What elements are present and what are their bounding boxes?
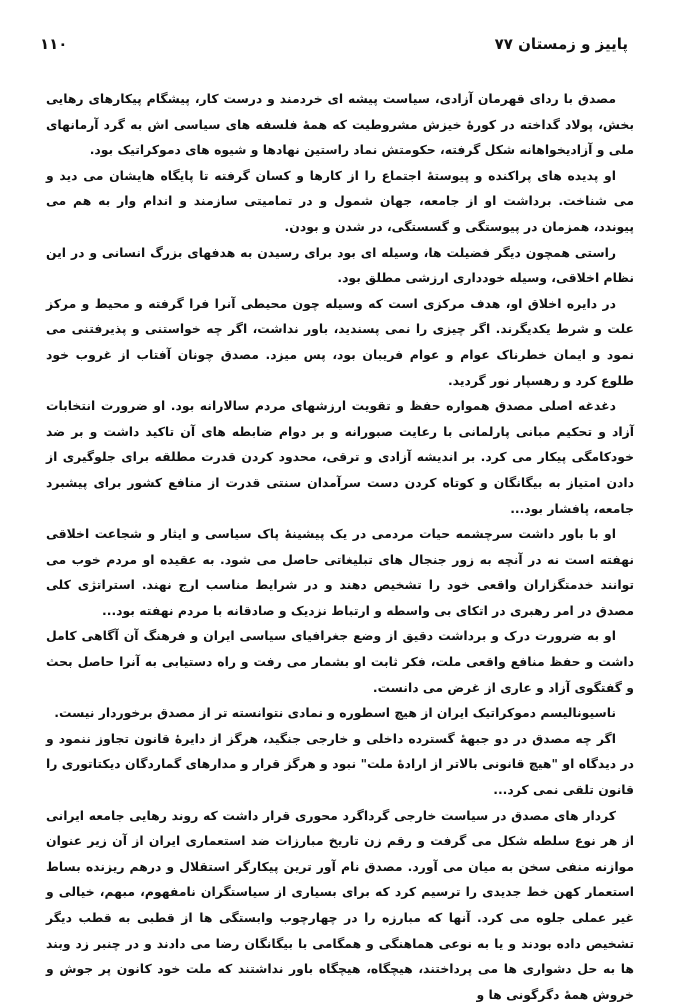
paragraph: ناسیونالیسم دموکراتیک ایران از هیچ اسطوره و نمادی نتوانسته تر از مصدق برخوردار نیست. [54,705,616,721]
paragraph: او به ضرورت درک و برداشت دقیق از وضع جغرافیای سیاسی ایران و فرهنگ آن آگاهی کامل داشت و حفظ منافع واقعی ملت، فکر ثابت او بشمار می رفت و راه دستیابی به آنرا حاصل بحث و گفتگوی آزاد و عاری از غرض می دانست. [46,628,634,695]
paragraph: دغدغه اصلی مصدق همواره حفظ و تقویت ارزشهای مردم سالارانه بود. او ضرورت انتخابات آزاد و تحکیم مبانی پارلمانی با رعایت صبورانه و بر دوام ضابطه های آن تاکید داشت و بر ضد خودکامگی پیکار می کرد. بر اندیشه آزادی و ترقی، محدود کردن قدرت مطلقه برای جلوگیری از دادن امتیاز به بیگانگان و کوتاه کردن دست سرآمدان سنتی قدرت از منافع کشور برای پیشبرد جامعه، پافشار بود... [46,398,634,516]
paragraph: در دایره اخلاق او، هدف مرکزی است که وسیله چون محیطی آنرا فرا گرفته و محیط و مرکز علت و شرط یکدیگرند. اگر چیزی را نمی پسندید، باور نداشت، اگر چه خواستنی و پذیرفتنی می نمود و ایمان خطرناک عوام و عوام فریبان بود، پس میزد. مصدق چونان آفتاب از غروب خود طلوع کرد و رهسپار نور گردید. [46,295,634,388]
paragraph: راستی همچون دیگر فضیلت ها، وسیله ای بود برای رسیدن به هدفهای بزرگ انسانی و در این نظام اخلاقی، وسیله خودداری ارزشی مطلق بود. [46,244,634,286]
paragraph: او پدیده های پراکنده و پیوستهٔ اجتماع را از کارها و کسان گرفته تا پایگاه هایشان می دید و می شناخت. برداشت او از جامعه، جهان شمول و در تمامیتی سازمند و اندام وار به هم می پیوندد، همزمان در پیوستگی و گسستگی، در شدن و بودن. [46,167,634,234]
paragraph: اگر چه مصدق در دو جبههٔ گسترده داخلی و خارجی جنگید، هرگز از دایرهٔ قانون تجاوز ننمود و در دیدگاه او "هیچ قانونی بالاتر از ارادهٔ ملت" نبود و هرگز قرار و مدارهای گماردگان دیکتاتوری را قانون تلقی نمی کرد... [46,730,634,798]
paragraph: او با باور داشت سرچشمه حیات مردمی در یک پیشینهٔ پاک سیاسی و ایثار و شجاعت اخلاقی نهفته است نه در آنچه به زور جنجال های تبلیغاتی حاصل می شود. به عقیده او مردم خوب می توانند خدمتگزاران واقعی خود را تشخیص دهند و در شرایط مناسب ارج نهند. استراتژی کلی مصدق در امر رهبری در اتکای بی واسطه و ارتباط نزدیک و صادقانه با مردم نهفته بود... [46,526,634,618]
book-title: پاییز و زمستان ۷۷ [494,35,628,53]
body-text [46,86,634,1007]
page-number: ۱۱۰ [40,35,68,53]
paragraph: مصدق با ردای قهرمان آزادی، سیاست پیشه ای خردمند و درست کار، پیشگام پیکارهای رهایی بخش، پولاد گداخته در کورهٔ خیزش مشروطیت که همهٔ فلسفه های سیاسی اش به گرد آرمانهای ملی و آزادیخواهانه شکل گرفته، حکومتش نماد راستین نهادها و شیوه های دموکراتیک بود. [46,91,634,158]
paragraph: کردار های مصدق در سیاست خارجی گرداگرد محوری قرار داشت که روند رهایی جامعه ایرانی از هر نوع سلطه شکل می گرفت و رقم زن تاریخ مبارزات ضد استعماری ایران از آن زیر عنوان موازنه منفی سخن به میان می آورد. مصدق نام آور ترین پیکارگر استقلال و درهم ریزنده بساط استعمار کهن خط جدیدی را ترسیم کرد که برای بسیاری از سیاستگران نامفهوم، مبهم، خیالی و غیر عملی جلوه می کرد. آنها که مبارزه را در چهارچوب وابستگی ها از قطبی به قطب دیگر تشخیص داده بودند و یا به نوعی هماهنگی و همگامی با بیگانگان رضا می دادند و در چنبر زد وبند ها به حل دشواری ها می پرداختند، هیچگاه، هیچگاه باور نداشتند که ملت خود کانون پر جوش و خروش همهٔ دگرگونی ها و [46,807,634,1002]
running-header [40,32,628,56]
